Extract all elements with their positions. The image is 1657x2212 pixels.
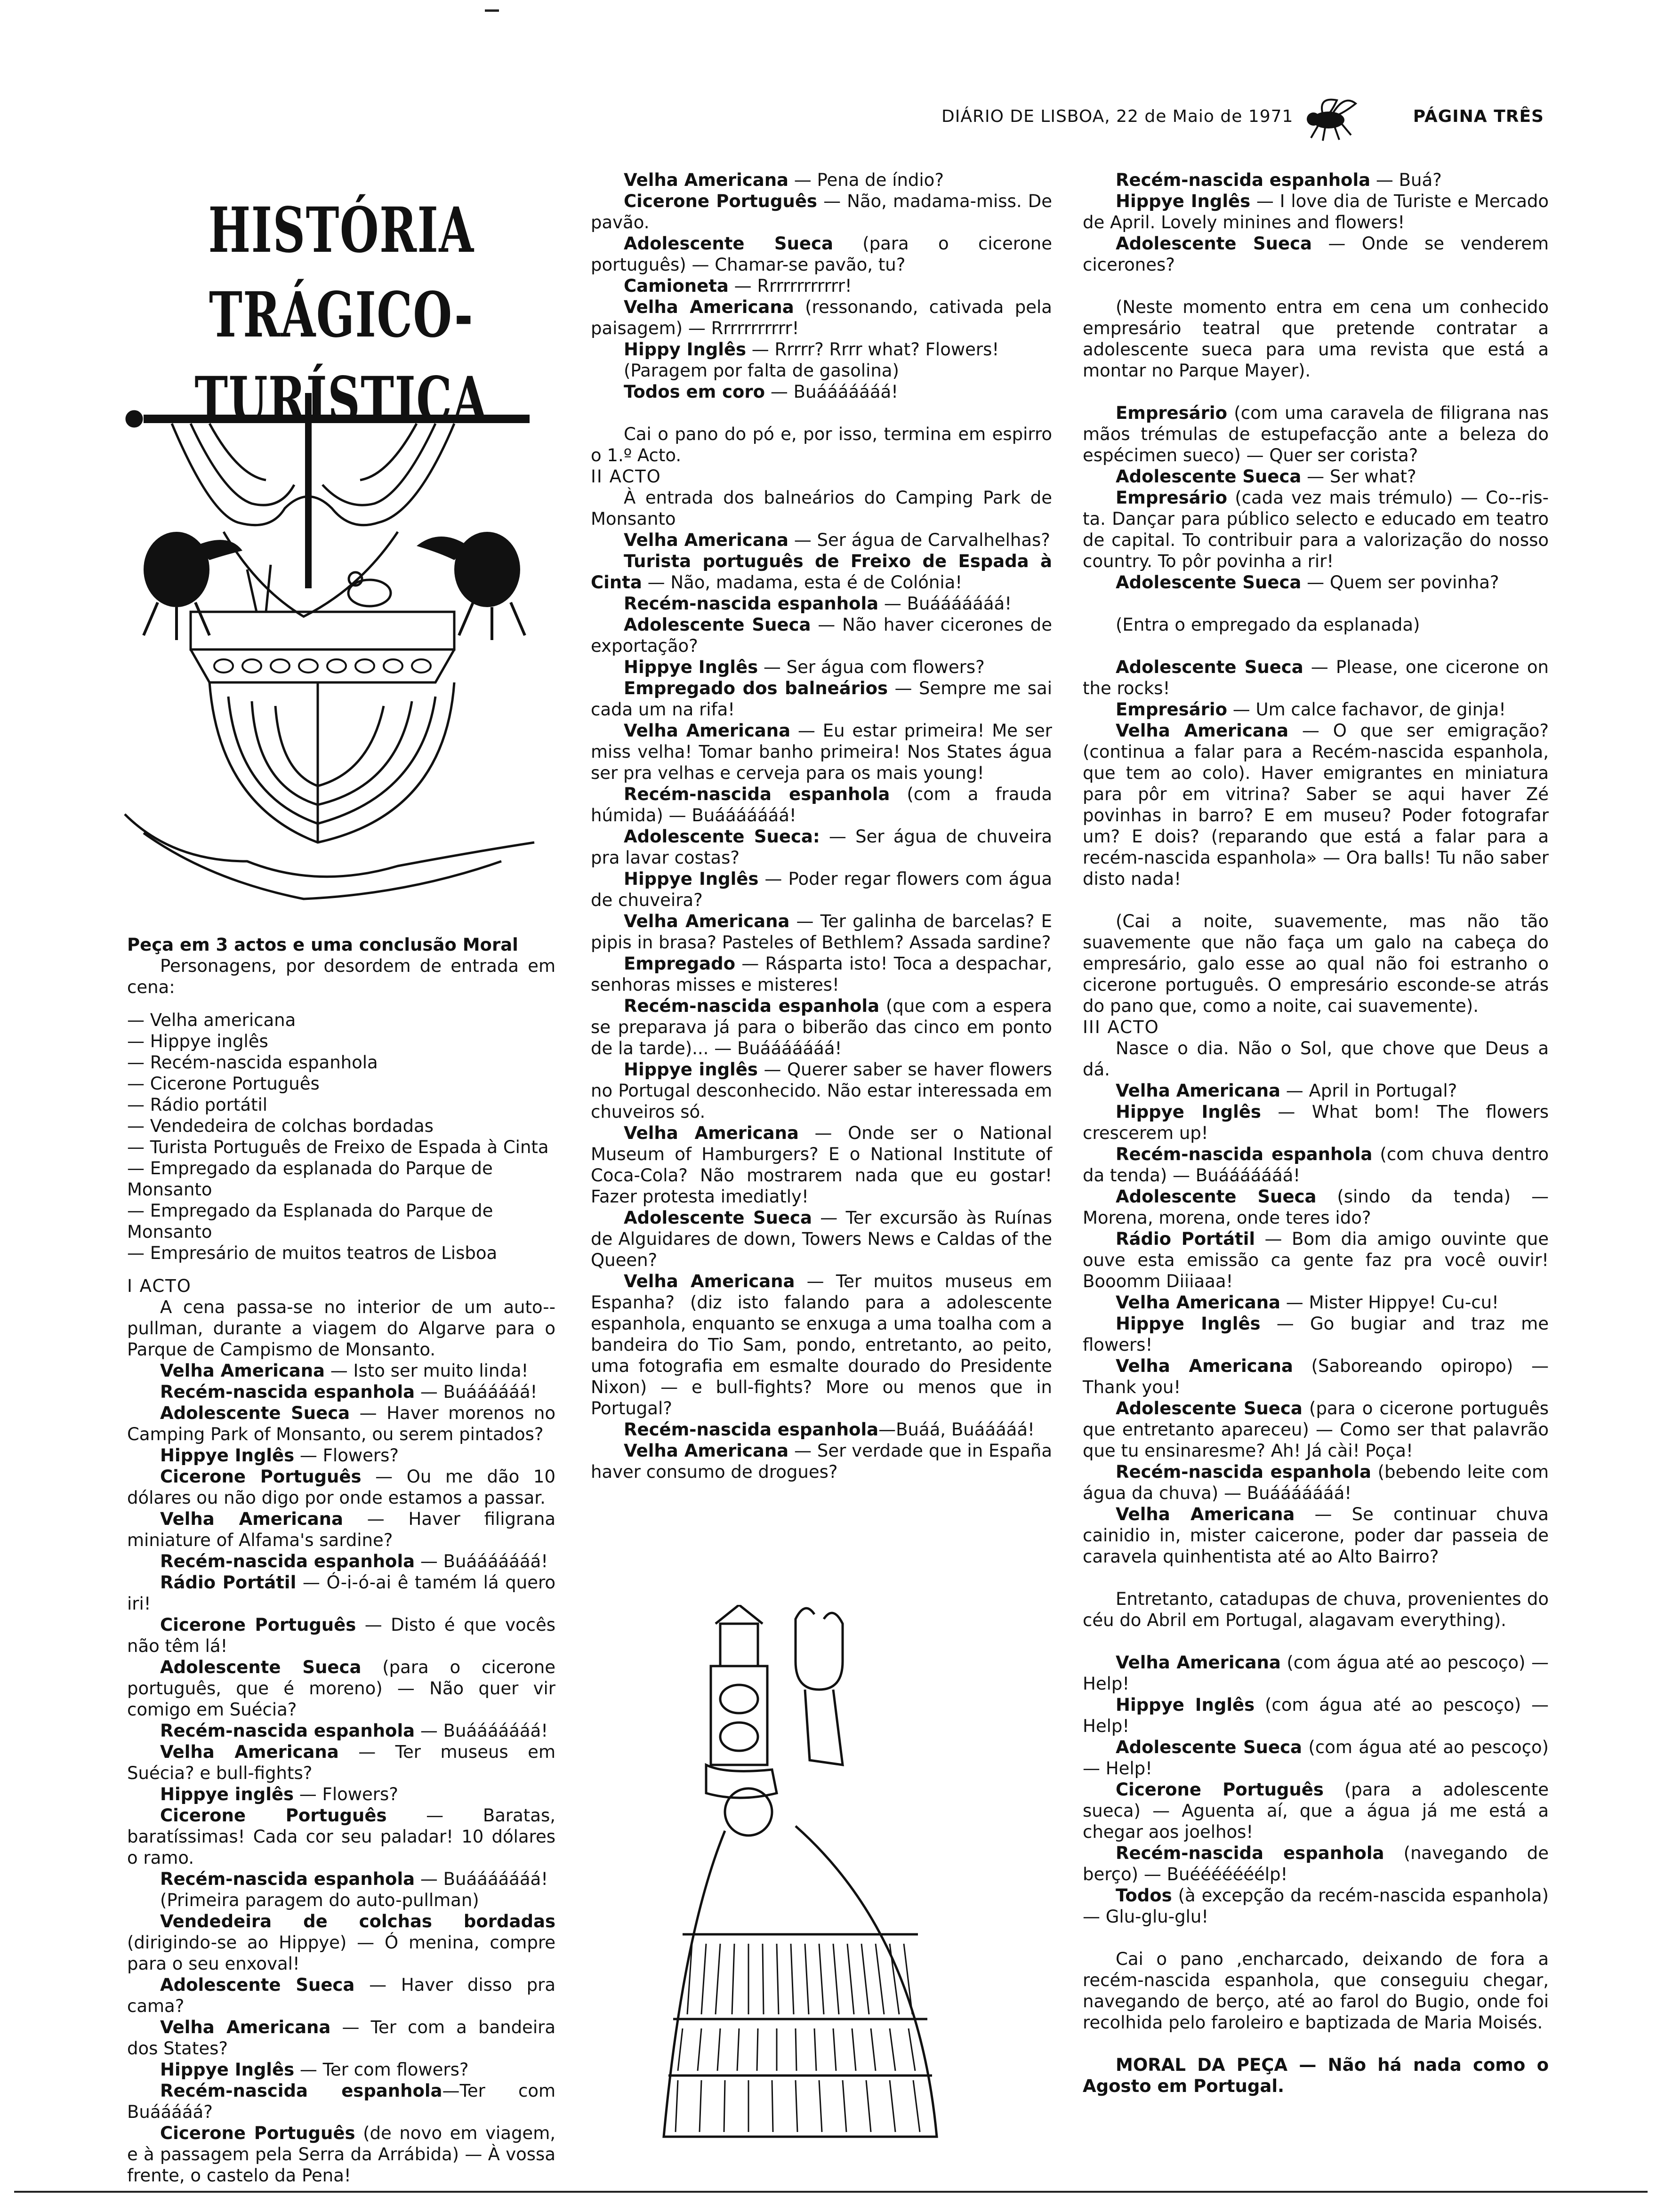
- dialogue-text: (navegando de berço) — Buééééééélp!: [1083, 1843, 1549, 1884]
- dialogue-line: [1083, 1885, 1549, 1927]
- fly-icon: [1299, 92, 1360, 144]
- dialogue-line: [591, 424, 1052, 466]
- dialogue-line: [1083, 1843, 1549, 1885]
- dialogue-text: — Onde se venderem cicerones?: [1083, 233, 1549, 275]
- dialogue-text: (que com a espera se preparava já para o biberão das cinco em ponto de la tarde)... — Buááááááá!: [591, 996, 1052, 1058]
- speaker-name: Velha Americana: [1116, 1292, 1281, 1313]
- speaker-name: Recém-nascida espanhola: [624, 1419, 879, 1440]
- dialogue-line: [127, 1784, 555, 1805]
- dialogue-line: [1083, 572, 1549, 593]
- speaker-name: Rádio Portátil: [160, 1572, 297, 1593]
- dialogue-line: [591, 551, 1052, 593]
- dialogue-line: [127, 1551, 555, 1572]
- speaker-name: Camioneta: [624, 276, 729, 296]
- dialogue-line: [1083, 1355, 1549, 1398]
- dialogue-text: — Quem ser povinha?: [1301, 572, 1499, 593]
- dialogue-line: [1083, 1398, 1549, 1461]
- dialogue-line: [591, 1059, 1052, 1122]
- speaker-name: Velha Americana: [1116, 1504, 1295, 1524]
- speaker-name: Recém-nascida espanhola: [160, 1721, 415, 1741]
- dialogue-line: [1083, 466, 1549, 487]
- speaker-name: Hippye Inglês: [160, 1445, 295, 1466]
- dialogue-text: — Pena de índio?: [788, 170, 944, 190]
- speaker-name: Hippye inglês: [160, 1784, 294, 1804]
- speaker-name: Cicerone Português: [160, 1615, 356, 1635]
- dialogue-line: [1083, 720, 1549, 890]
- dialogue-text: — Haver disso pra cama?: [127, 1975, 555, 2016]
- dialogue-line: [127, 1657, 555, 1720]
- dialogue-line: [1083, 1144, 1549, 1186]
- dialogue-text: (Primeira paragem do auto-pullman): [160, 1890, 479, 1910]
- paragraph-gap: [591, 402, 1052, 424]
- act-2-heading: II ACTO: [591, 466, 661, 487]
- speaker-name: Empresário: [1116, 488, 1227, 508]
- speaker-name: Adolescente Sueca: [1116, 1186, 1317, 1207]
- speaker-name: Turista português de Freixo de Espada à Cinta: [591, 551, 1052, 593]
- speaker-name: Velha Americana: [624, 530, 789, 550]
- dialogue-text: (de novo em viagem, e à passagem pela Serra da Arrábida) — À vossa frente, o castelo da Pena!: [127, 2123, 555, 2186]
- speaker-name: Recém-nascida espanhola: [624, 784, 890, 804]
- dialogue-line: [591, 614, 1052, 657]
- dialogue-line: [591, 868, 1052, 911]
- page-header: [894, 101, 1544, 134]
- dialogue-text: — Ser verdade que in España haver consumo de drogues?: [591, 1441, 1052, 1482]
- dialogue-text: (para o cicerone português) — Chamar-se pavão, tu?: [591, 233, 1052, 275]
- character-item: — Rádio portátil: [127, 1095, 268, 1115]
- dialogue-text: —Ter com Buááááá?: [127, 2081, 556, 2122]
- speaker-name: Hippye inglês: [624, 1059, 758, 1080]
- dialogue-text: — Baratas, baratíssimas! Cada cor seu paladar! 10 dólares o ramo.: [127, 1805, 556, 1868]
- dialogue-text: (sindo da tenda) — Morena, morena, onde teres ido?: [1083, 1186, 1549, 1228]
- dialogue-line: [127, 1360, 555, 1381]
- speaker-name: Adolescente Sueca: [624, 233, 833, 254]
- dialogue-line: [127, 2123, 555, 2186]
- speaker-name: Velha Americana: [624, 297, 794, 317]
- speaker-name: Recém-nascida espanhola: [160, 1551, 415, 1571]
- speaker-name: Velha Americana: [624, 170, 789, 190]
- dialogue-text: — Rrrrr? Rrrr what? Flowers!: [746, 339, 999, 360]
- character-item: — Cicerone Português: [127, 1074, 320, 1094]
- dialogue-text: (dirigindo-se ao Hippye) — Ó menina, compre para o seu enxoval!: [127, 1932, 555, 1974]
- speaker-name: Hippye Inglês: [1116, 1102, 1261, 1122]
- dialogue-line: [591, 995, 1052, 1059]
- dialogue-line: [127, 1466, 555, 1508]
- dialogue-text: —Buáá, Buááááá!: [878, 1419, 1035, 1440]
- speaker-name: Velha Americana: [160, 1509, 343, 1529]
- speaker-name: Empresário: [1116, 699, 1227, 720]
- dialogue-text: — Rrrrrrrrrrrr!: [728, 276, 852, 296]
- speaker-name: Hippye Inglês: [1116, 1314, 1261, 1334]
- dialogue-line: [127, 2059, 555, 2080]
- dialogue-line: [127, 1741, 555, 1784]
- dialogue-line: [1083, 1461, 1549, 1504]
- dialogue-line: [1083, 1504, 1549, 1567]
- dialogue-text: — Flowers?: [294, 1445, 399, 1466]
- speaker-name: Empresário: [1116, 403, 1227, 423]
- dialogue-text: (Paragem por falta de gasolina): [624, 361, 899, 381]
- dialogue-text: — Isto ser muito linda!: [325, 1361, 529, 1381]
- dialogue-line: [591, 784, 1052, 826]
- dialogue-text: (com a frauda húmida) — Buááááááá!: [591, 784, 1052, 825]
- dialogue-text: — Buááááááá!: [415, 1721, 548, 1741]
- dialogue-text: — Haver morenos no Camping Park of Monsanto, ou serem pintados?: [127, 1403, 555, 1444]
- speaker-name: Recém-nascida espanhola: [1116, 170, 1371, 190]
- dialogue-line: [1083, 911, 1549, 1017]
- dialogue-text: — Buááááááá!: [878, 593, 1012, 614]
- dialogue-text: — O que ser emigração? (continua a falar para a Recém-nascida espanhola, que tem ao colo). Haver emigrantes en miniatura para pôr em vitrina? Saber se aqui haver Zé povinhas in barro? E em museu? Poder fotografar um? E dois? (reparando que está a falar para a recém-nascida espanhola» — Ora balls! Tu não saber disto nada!: [1083, 721, 1549, 889]
- dialogue-line: [591, 1122, 1052, 1207]
- dialogue-line: [1083, 657, 1549, 699]
- dialogue-text: — Poder regar flowers com água de chuveira?: [591, 869, 1052, 910]
- characters-list: [127, 1010, 555, 1264]
- dialogue-line: [1083, 1101, 1549, 1144]
- speaker-name: Cicerone Português: [1116, 1779, 1324, 1800]
- dialogue-line: [591, 657, 1052, 678]
- act-1-text: [127, 1297, 555, 2186]
- dialogue-line: [1083, 1588, 1549, 1631]
- dialogue-line: [1083, 1737, 1549, 1779]
- dialogue-text: (Neste momento entra em cena um conhecido empresário teatral que pretende contratar a adolescente sueca para uma revista que está a montar no Parque Mayer).: [1083, 297, 1549, 381]
- dialogue-text: — Ser what?: [1301, 466, 1416, 487]
- speaker-name: Adolescente Sueca:: [624, 826, 820, 847]
- act-3-text: [1083, 1038, 1549, 2054]
- dialogue-text: — Please, one cicerone on the rocks!: [1083, 657, 1549, 698]
- dialogue-line: [127, 1572, 555, 1614]
- dialogue-line: [1083, 402, 1549, 466]
- dialogue-line: [591, 339, 1052, 360]
- speaker-name: Velha Americana: [624, 1441, 789, 1461]
- act-1-heading: I ACTO: [127, 1276, 192, 1296]
- dialogue-text: — Não haver cicerones de exportação?: [591, 615, 1053, 656]
- dialogue-line: [591, 720, 1052, 784]
- speaker-name: Recém-nascida espanhola: [160, 1869, 415, 1889]
- dialogue-line: [127, 1508, 555, 1551]
- dialogue-text: (à excepção da recém-nascida espanhola) — Glu-glu-glu!: [1083, 1885, 1549, 1927]
- dialogue-text: (Saboreando opiropo) — Thank you!: [1083, 1356, 1549, 1397]
- dialogue-text: Cai o pano do pó e, por isso, termina em espirro o 1.º Acto.: [591, 424, 1052, 465]
- article-subtitle: Peça em 3 actos e uma conclusão Moral: [127, 935, 518, 955]
- dialogue-text: — Ter com flowers?: [294, 2060, 469, 2080]
- speaker-name: Velha Americana: [624, 1123, 799, 1143]
- dialogue-line: [127, 1974, 555, 2017]
- speaker-name: Recém-nascida espanhola: [1116, 1144, 1373, 1164]
- dialogue-line: [127, 1403, 555, 1445]
- speaker-name: Velha Americana: [160, 2017, 331, 2037]
- dialogue-line: [1083, 614, 1549, 635]
- dialogue-line: [127, 1805, 555, 1868]
- dialogue-line: [1083, 169, 1549, 191]
- speaker-name: Cicerone Português: [160, 1805, 387, 1826]
- dialogue-line: [127, 1297, 555, 1360]
- dialogue-line: [591, 169, 1052, 191]
- act-3-heading: III ACTO: [1083, 1017, 1159, 1037]
- speaker-name: Adolescente Sueca: [624, 615, 811, 635]
- dialogue-line: [1083, 1080, 1549, 1101]
- dialogue-text: — Ter galinha de barcelas? E pipis in brasa? Pasteles of Bethlem? Assada sardine?: [591, 911, 1052, 953]
- dialogue-text: — Buá?: [1370, 170, 1442, 190]
- dialogue-text: (bebendo leite com água da chuva) — Buááááááá!: [1083, 1462, 1549, 1503]
- dialogue-text: — Disto é que vocês não têm lá!: [127, 1615, 555, 1656]
- dialogue-text: — Ter muitos museus em Espanha? (diz isto falando para a adolescente espanhola, enquanto se enxuga a uma toalha com a bandeira do Tio Sam, pondo, entretanto, ao peito, uma fotografia em esmalte dourado do Presidente Nixon) — e bull-fights? More ou menos que in Portugal?: [591, 1271, 1052, 1419]
- character-item: — Recém-nascida espanhola: [127, 1052, 378, 1073]
- dialogue-text: — I love dia de Turiste e Mercado de April. Lovely minines and flowers!: [1083, 191, 1549, 232]
- act-2-text: [591, 487, 1052, 1483]
- dialogue-line: [591, 593, 1052, 614]
- dialogue-text: — Ó-i-ó-ai ê tamém lá quero iri!: [127, 1572, 556, 1614]
- header-page: PÁGINA TRÊS: [1413, 107, 1544, 126]
- dialogue-line: [591, 381, 1052, 402]
- dialogue-text: — Buááááááá!: [415, 1551, 548, 1571]
- dialogue-text: (para a adolescente sueca) — Aguenta aí, que a água já me está a chegar aos joelhos!: [1083, 1779, 1549, 1842]
- speaker-name: Hippye Inglês: [624, 869, 759, 889]
- dialogue-text: — Haver filigrana miniature of Alfama's sardine?: [127, 1509, 555, 1550]
- speaker-name: Velha Americana: [160, 1361, 325, 1381]
- dialogue-line: [1083, 191, 1549, 233]
- dialogue-text: — Um calce fachavor, de ginja!: [1227, 699, 1506, 720]
- dialogue-text: (Entra o empregado da esplanada): [1116, 615, 1420, 635]
- dialogue-text: — What bom! The flowers crescerem up!: [1083, 1102, 1549, 1143]
- dialogue-line: [591, 529, 1052, 551]
- speaker-name: Hippy Inglês: [624, 339, 747, 360]
- speaker-name: Adolescente Sueca: [160, 1657, 362, 1677]
- dialogue-line: [127, 2080, 555, 2123]
- dialogue-text: Cai o pano ,encharcado, deixando de fora a recém-nascida espanhola, que conseguiu chegar, navegando de berço, até ao farol do Bugio, onde foi recolhida pelo faroleiro e baptizada de Maria Moisés.: [1083, 1949, 1549, 2033]
- speaker-name: Velha Americana: [624, 1271, 795, 1291]
- paragraph-gap: [1083, 890, 1549, 911]
- title-line-1: HISTÓRIA: [208, 194, 475, 267]
- dialogue-text: — Querer saber se haver flowers no Portugal desconhecido. Não estar interessada em chuveiros só.: [591, 1059, 1052, 1122]
- paragraph-gap: [1083, 1927, 1549, 1948]
- dialogue-line: [127, 1614, 555, 1657]
- dialogue-line: [127, 1868, 555, 1890]
- dialogue-line: [591, 233, 1052, 275]
- speaker-name: Cicerone Português: [160, 1467, 362, 1487]
- speaker-name: Adolescente Sueca: [160, 1975, 355, 1995]
- dialogue-text: — Ou me dão 10 dólares ou não digo por onde estamos a passar.: [127, 1467, 555, 1508]
- dialogue-text: — Ser água de chuveira pra lavar costas?: [591, 826, 1052, 868]
- speaker-name: Velha Americana: [1116, 721, 1289, 741]
- paragraph-gap: [1083, 1567, 1549, 1588]
- dialogue-line: [591, 678, 1052, 720]
- speaker-name: Adolescente Sueca: [1116, 466, 1302, 487]
- speaker-name: Velha Americana: [1116, 1356, 1293, 1376]
- dialogue-line: [591, 1271, 1052, 1419]
- speaker-name: Adolescente Sueca: [1116, 1398, 1303, 1419]
- dialogue-text: (cada vez mais trémulo) — Co--ris-ta. Dançar para público selecto e educado em teatro de capital. To contribuir para a valorização do nosso country. To pôr povinha a rir!: [1083, 488, 1549, 571]
- title-line-2: TRÁGICO-TURÍSTICA: [194, 279, 488, 436]
- dialogue-text: (com chuva dentro da tenda) — Buááááááá!: [1083, 1144, 1549, 1186]
- character-item: — Empresário de muitos teatros de Lisboa: [127, 1243, 498, 1263]
- dialogue-text: (ressonando, cativada pela paisagem) — Rrrrrrrrrrr!: [591, 297, 1052, 338]
- dialogue-text: (com água até ao pescoço) — Help!: [1083, 1737, 1549, 1779]
- speaker-name: Adolescente Sueca: [160, 1403, 350, 1423]
- speaker-name: Hippye Inglês: [160, 2060, 295, 2080]
- paragraph-gap: [1083, 2033, 1549, 2054]
- dialogue-line: [127, 1890, 555, 1911]
- dialogue-line: [1083, 699, 1549, 720]
- header-date: DIÁRIO DE LISBOA, 22 de Maio de 1971: [941, 107, 1294, 126]
- dialogue-text: — Buááááááá!: [415, 1869, 548, 1889]
- dialogue-text: — April in Portugal?: [1280, 1081, 1457, 1101]
- speaker-name: Hippye Inglês: [624, 657, 758, 677]
- dialogue-line: [591, 360, 1052, 381]
- dialogue-line: [1083, 1186, 1549, 1228]
- dialogue-text: — Buáááááá!: [415, 1382, 538, 1402]
- dialogue-line: [1083, 1228, 1549, 1292]
- column-1: [127, 934, 555, 2186]
- speaker-name: Velha Americana: [160, 1742, 339, 1762]
- dialogue-line: [1083, 297, 1549, 381]
- speaker-name: Adolescente Sueca: [1116, 233, 1312, 254]
- speaker-name: Todos: [1116, 1885, 1172, 1906]
- character-item: — Hippye inglês: [127, 1031, 268, 1051]
- dialogue-text: — Onde ser o National Museum of Hamburgers? E o National Institute of Coca-Cola? Não mostrarem nada que eu gostar! Fazer protesta imediatly!: [591, 1123, 1052, 1207]
- dialogue-line: [1083, 1313, 1549, 1355]
- dialogue-text: (para o cicerone português, que é moreno) — Não quer vir comigo em Suécia?: [127, 1657, 555, 1720]
- speaker-name: Recém-nascida espanhola: [624, 996, 880, 1016]
- dialogue-line: [591, 275, 1052, 297]
- character-item: — Turista Português de Freixo de Espada à Cinta: [127, 1137, 549, 1157]
- dialogue-text: — Go bugiar and traz me flowers!: [1083, 1314, 1549, 1355]
- dialogue-text: (para o cicerone português que entretanto apareceu) — Como ser that palavrão que tu ensinaresme? Ah! Já cài! Poça!: [1083, 1398, 1549, 1461]
- paragraph-gap: [1083, 635, 1549, 657]
- dialogue-text: — Ter museus em Suécia? e bull-fights?: [127, 1742, 555, 1783]
- dialogue-text: — Flowers?: [294, 1784, 398, 1804]
- bottom-rule: [14, 2191, 1648, 2193]
- ship-illustration: [115, 391, 544, 922]
- dialogue-line: [127, 1720, 555, 1741]
- dialogue-text: (com uma caravela de filigrana nas mãos trémulas de estupefacção ante a beleza do espécimen sueco) — Quer ser corista?: [1083, 403, 1549, 465]
- dialogue-text: (com água até ao pescoço) — Help!: [1083, 1652, 1549, 1694]
- paragraph-gap: [1083, 1631, 1549, 1652]
- speaker-name: Recém-nascida espanhola: [1116, 1462, 1371, 1482]
- dialogue-text: (com água até ao pescoço) — Help!: [1083, 1695, 1549, 1736]
- dialogue-line: [127, 1911, 555, 1974]
- speaker-name: Rádio Portátil: [1116, 1229, 1255, 1249]
- speaker-name: Hippye Inglês: [1116, 191, 1251, 211]
- speaker-name: Velha Americana: [1116, 1652, 1281, 1673]
- speaker-name: Recém-nascida espanhola: [624, 593, 879, 614]
- speaker-name: Empregado: [624, 954, 736, 974]
- dialogue-text: Entretanto, catadupas de chuva, provenientes do céu do Abril em Portugal, alagavam everything).: [1083, 1589, 1549, 1630]
- dialogue-text: — Bom dia amigo ouvinte que ouve esta emissão ca gente faz pra você ouvir! Booomm Diiiaaa!: [1083, 1229, 1549, 1291]
- speaker-name: Recém-nascida espanhola: [1116, 1843, 1384, 1863]
- dialogue-line: [127, 2017, 555, 2059]
- speaker-name: Todos em coro: [624, 382, 765, 402]
- top-mark: [485, 9, 499, 12]
- dialogue-line: [591, 191, 1052, 233]
- speaker-name: Recém-nascida espanhola: [160, 2081, 442, 2101]
- dialogue-text: — Ser água com flowers?: [758, 657, 985, 677]
- characters-intro: Personagens, por desordem de entrada em cena:: [127, 956, 555, 997]
- paragraph-gap: [1083, 381, 1549, 402]
- dialogue-line: [591, 953, 1052, 995]
- dialogue-line: [591, 1440, 1052, 1483]
- speaker-name: Adolescente Sueca: [624, 1208, 812, 1228]
- dialogue-line: [127, 1381, 555, 1403]
- dialogue-text: — Sempre me sai cada um na rifa!: [591, 678, 1052, 720]
- dialogue-text: — Ter com a bandeira dos States?: [127, 2017, 555, 2059]
- speaker-name: Vendedeira de colchas bordadas: [160, 1911, 555, 1931]
- dialogue-line: [1083, 487, 1549, 572]
- column-2: [591, 169, 1052, 1483]
- character-item: — Empregado da Esplanada do Parque de Monsanto: [127, 1201, 493, 1242]
- dialogue-line: [591, 1207, 1052, 1271]
- dialogue-text: — Eu estar primeira! Me ser miss velha! Tomar banho primeira! Nos States água ser pra velhas e cerveja para os mais young!: [591, 721, 1052, 783]
- dialogue-text: À entrada dos balneários do Camping Park de Monsanto: [591, 488, 1052, 529]
- speaker-name: Velha Americana: [624, 911, 790, 931]
- speaker-name: Adolescente Sueca: [1116, 657, 1303, 677]
- dialogue-line: [591, 487, 1052, 529]
- dialogue-line: [1083, 1652, 1549, 1694]
- dialogue-line: [591, 911, 1052, 953]
- dialogue-text: A cena passa-se no interior de um auto--pullman, durante a viagem do Algarve para o Parque de Campismo de Monsanto.: [127, 1297, 555, 1360]
- dialogue-line: [1083, 1292, 1549, 1313]
- speaker-name: Cicerone Português: [624, 191, 817, 211]
- dialogue-line: [591, 1419, 1052, 1440]
- dialogue-line: [1083, 1779, 1549, 1843]
- dialogue-text: — Não, madama-miss. De pavão.: [591, 191, 1052, 232]
- speaker-name: Adolescente Sueca: [1116, 572, 1302, 593]
- act-1-continued: [591, 169, 1052, 466]
- dialogue-text: — Mister Hippye! Cu-cu!: [1280, 1292, 1499, 1313]
- speaker-name: Empregado dos balneários: [624, 678, 888, 698]
- dialogue-text: — Buááááááá!: [765, 382, 899, 402]
- dialogue-line: [1083, 1038, 1549, 1080]
- dialogue-text: — Não, madama, esta é de Colónia!: [642, 572, 963, 593]
- speaker-name: Hippye Inglês: [1116, 1695, 1255, 1715]
- dialogue-text: — Ser água de Carvalhelhas?: [788, 530, 1050, 550]
- speaker-name: Recém-nascida espanhola: [160, 1382, 415, 1402]
- speaker-name: Velha Americana: [624, 721, 791, 741]
- column-3: [1083, 169, 1549, 2097]
- dialogue-line: [1083, 1694, 1549, 1737]
- dialogue-line: [591, 826, 1052, 868]
- speaker-name: Cicerone Português: [160, 2123, 355, 2143]
- dialogue-text: Nasce o dia. Não o Sol, que chove que Deus a dá.: [1083, 1038, 1549, 1080]
- dialogue-line: [1083, 1948, 1549, 2033]
- dialogue-line: [127, 1445, 555, 1466]
- dialogue-line: [591, 297, 1052, 339]
- character-item: — Vendedeira de colchas bordadas: [127, 1116, 434, 1136]
- character-item: — Velha americana: [127, 1010, 296, 1030]
- lighthouse-keeper-illustration: [654, 1605, 946, 2160]
- moral-of-the-play: MORAL DA PEÇA — Não há nada como o Agosto em Portugal.: [1083, 2055, 1549, 2096]
- paragraph-gap: [1083, 275, 1549, 297]
- act-2-continued: [1083, 169, 1549, 1017]
- paragraph-gap: [1083, 593, 1549, 614]
- dialogue-text: — Se continuar chuva cainidio in, mister caicerone, poder dar passeia de caravela quinhentista até ao Alto Bairro?: [1083, 1504, 1549, 1567]
- dialogue-text: (Cai a noite, suavemente, mas não tão suavemente que não faça um galo na cabeça do empresário, galo esse ao qual não foi estranho o cicerone português. O empresário esconde-se atrás do pano que, como a noite, cai suavemente).: [1083, 911, 1549, 1016]
- speaker-name: Adolescente Sueca: [1116, 1737, 1303, 1757]
- speaker-name: Velha Americana: [1116, 1081, 1281, 1101]
- dialogue-text: — Ráspartа isto! Toca a despachar, senhoras misses e misteres!: [591, 954, 1052, 995]
- dialogue-line: [1083, 233, 1549, 275]
- dialogue-text: — Ter excursão às Ruínas de Alguidares de down, Towers News e Caldas of the Queen?: [591, 1208, 1052, 1270]
- character-item: — Empregado da esplanada do Parque de Monsanto: [127, 1158, 493, 1200]
